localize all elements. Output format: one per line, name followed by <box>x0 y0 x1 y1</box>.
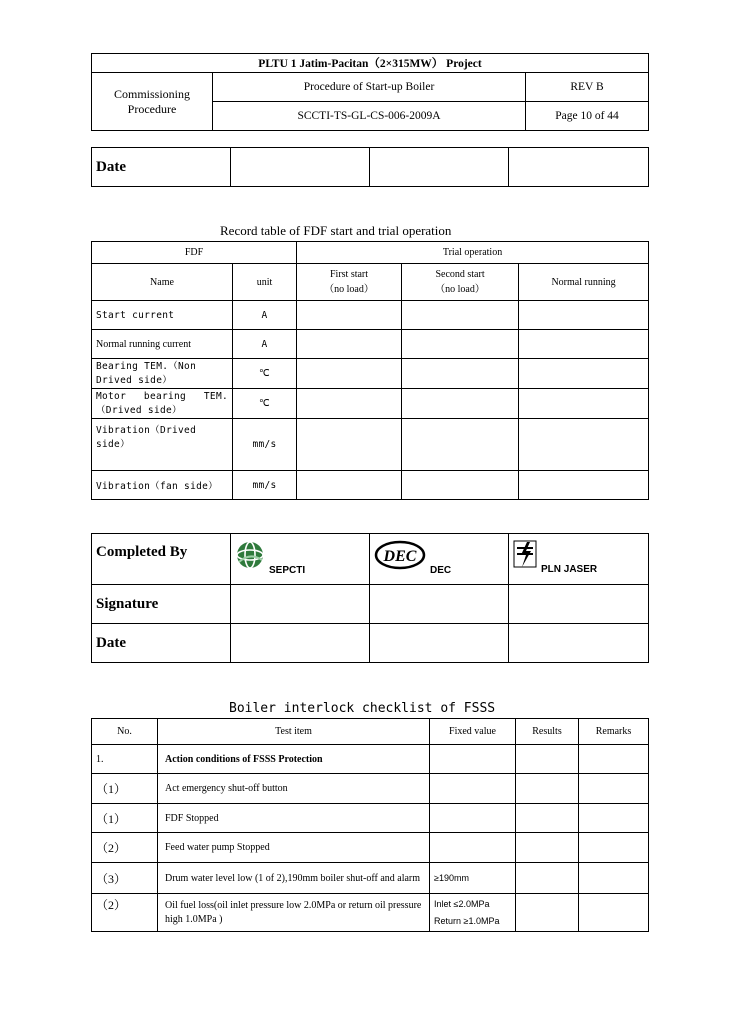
dec-label: DEC <box>430 565 452 577</box>
remarks-cell[interactable] <box>579 745 649 774</box>
first-start-line2: （no load） <box>324 284 374 295</box>
result-cell[interactable] <box>516 863 579 894</box>
col-normal-running-header: Normal running <box>519 264 649 301</box>
row-test-item: Act emergency shut-off button <box>158 774 430 804</box>
second-start-line2: （no load） <box>435 284 485 295</box>
row-unit: mm/s <box>233 419 297 471</box>
value-cell[interactable] <box>297 330 402 359</box>
sepcti-label: SEPCTI <box>269 565 306 577</box>
row-no: （1） <box>92 804 158 833</box>
doc-number: SCCTI-TS-GL-CS-006-2009A <box>213 102 526 131</box>
row-test-item: Drum water level low (1 of 2),190mm boiler shut-off and alarm <box>158 863 430 894</box>
value-cell[interactable] <box>297 389 402 419</box>
fdf-caption: Record table of FDF start and trial operation <box>220 223 452 238</box>
value-cell[interactable] <box>402 330 519 359</box>
row-name: Bearing TEM.（Non Drived side） <box>92 359 233 389</box>
value-cell[interactable] <box>297 419 402 471</box>
result-cell[interactable] <box>516 894 579 932</box>
date-cell[interactable] <box>370 624 509 663</box>
value-cell[interactable] <box>519 330 649 359</box>
row-name: Start current <box>92 301 233 330</box>
row-name: Motor bearing TEM.（Drived side） <box>92 389 233 419</box>
row-fixed-value <box>430 833 516 863</box>
document-header <box>91 53 649 131</box>
row-test-item: Oil fuel loss(oil inlet pressure low 2.0MPa or return oil pressure high 1.0MPa ) <box>158 894 430 932</box>
sepcti-logo-icon <box>235 540 265 575</box>
remarks-cell[interactable] <box>579 894 649 932</box>
value-cell[interactable] <box>519 419 649 471</box>
col-second-start-header <box>402 264 519 301</box>
header-fixed-value: Fixed value <box>430 719 516 745</box>
fdf-group-header: FDF <box>92 242 297 264</box>
row-unit: ℃ <box>233 389 297 419</box>
first-start-line1: First start <box>329 269 369 280</box>
row-fixed-value <box>430 774 516 804</box>
row-fixed-value <box>430 894 516 932</box>
signature-cell[interactable] <box>509 585 649 624</box>
date-cell[interactable] <box>370 148 509 187</box>
second-start-line1: Second start <box>435 269 485 280</box>
row-unit: mm/s <box>233 471 297 500</box>
fixed-value-return: Return ≥1.0MPa <box>434 915 500 926</box>
doc-type: Commissioning Procedure <box>92 73 213 131</box>
row-fixed-value <box>430 804 516 833</box>
row-fixed-value: ≥190mm <box>430 863 516 894</box>
row-fixed-value <box>430 745 516 774</box>
remarks-cell[interactable] <box>579 833 649 863</box>
col-unit-header: unit <box>233 264 297 301</box>
header-no: No. <box>92 719 158 745</box>
value-cell[interactable] <box>402 419 519 471</box>
dec-logo-icon <box>374 540 426 575</box>
pln-jaser-label: PLN JASER <box>541 564 598 576</box>
date-label: Date <box>92 148 231 187</box>
row-name: Normal running current <box>92 330 233 359</box>
value-cell[interactable] <box>402 389 519 419</box>
procedure-title: Procedure of Start-up Boiler <box>213 73 526 102</box>
page-number: Page 10 of 44 <box>526 102 649 131</box>
result-cell[interactable] <box>516 745 579 774</box>
row-no: （2） <box>92 833 158 863</box>
fdf-record-table <box>91 241 649 500</box>
date-cell[interactable] <box>509 624 649 663</box>
value-cell[interactable] <box>402 301 519 330</box>
completed-by-label: Completed By <box>92 534 231 585</box>
row-name: Vibration（fan side） <box>92 471 233 500</box>
row-unit: A <box>233 301 297 330</box>
signature-label: Signature <box>92 585 231 624</box>
row-no: （1） <box>92 774 158 804</box>
date-cell[interactable] <box>231 148 370 187</box>
header-remarks: Remarks <box>579 719 649 745</box>
remarks-cell[interactable] <box>579 774 649 804</box>
result-cell[interactable] <box>516 804 579 833</box>
result-cell[interactable] <box>516 833 579 863</box>
signature-cell[interactable] <box>370 585 509 624</box>
row-test-item: Action conditions of FSSS Protection <box>158 745 430 774</box>
header-results: Results <box>516 719 579 745</box>
row-unit: ℃ <box>233 359 297 389</box>
value-cell[interactable] <box>297 359 402 389</box>
value-cell[interactable] <box>402 359 519 389</box>
row-unit: A <box>233 330 297 359</box>
pln-lightning-icon <box>513 540 537 573</box>
date-cell[interactable] <box>231 624 370 663</box>
date-cell[interactable] <box>509 148 649 187</box>
project-title: PLTU 1 Jatim-Pacitan（2×315MW） Project <box>92 54 649 73</box>
fixed-value-inlet: Inlet ≤2.0MPa <box>434 898 490 909</box>
col-name-header: Name <box>92 264 233 301</box>
fsss-checklist-table <box>91 718 649 932</box>
col-first-start-header <box>297 264 402 301</box>
dec-logo-text: DEC <box>383 548 417 565</box>
row-name: Vibration（Drived side） <box>92 419 233 471</box>
completed-by-table <box>91 533 649 663</box>
value-cell[interactable] <box>519 389 649 419</box>
revision: REV B <box>526 73 649 102</box>
value-cell[interactable] <box>402 471 519 500</box>
fsss-caption: Boiler interlock checklist of FSSS <box>229 701 496 716</box>
value-cell[interactable] <box>297 301 402 330</box>
result-cell[interactable] <box>516 774 579 804</box>
dec-cell <box>370 534 509 585</box>
pln-jaser-cell <box>509 534 649 585</box>
header-test-item: Test item <box>158 719 430 745</box>
row-test-item: Feed water pump Stopped <box>158 833 430 863</box>
value-cell[interactable] <box>519 301 649 330</box>
value-cell[interactable] <box>519 359 649 389</box>
value-cell[interactable] <box>519 471 649 500</box>
trial-group-header: Trial operation <box>297 242 649 264</box>
row-no: （2） <box>92 894 158 932</box>
row-test-item: FDF Stopped <box>158 804 430 833</box>
date-box <box>91 147 649 187</box>
row-no: （3） <box>92 863 158 894</box>
remarks-cell[interactable] <box>579 863 649 894</box>
sepcti-cell <box>231 534 370 585</box>
value-cell[interactable] <box>297 471 402 500</box>
signature-cell[interactable] <box>231 585 370 624</box>
date-label: Date <box>92 624 231 663</box>
row-no: 1. <box>92 745 158 774</box>
remarks-cell[interactable] <box>579 804 649 833</box>
